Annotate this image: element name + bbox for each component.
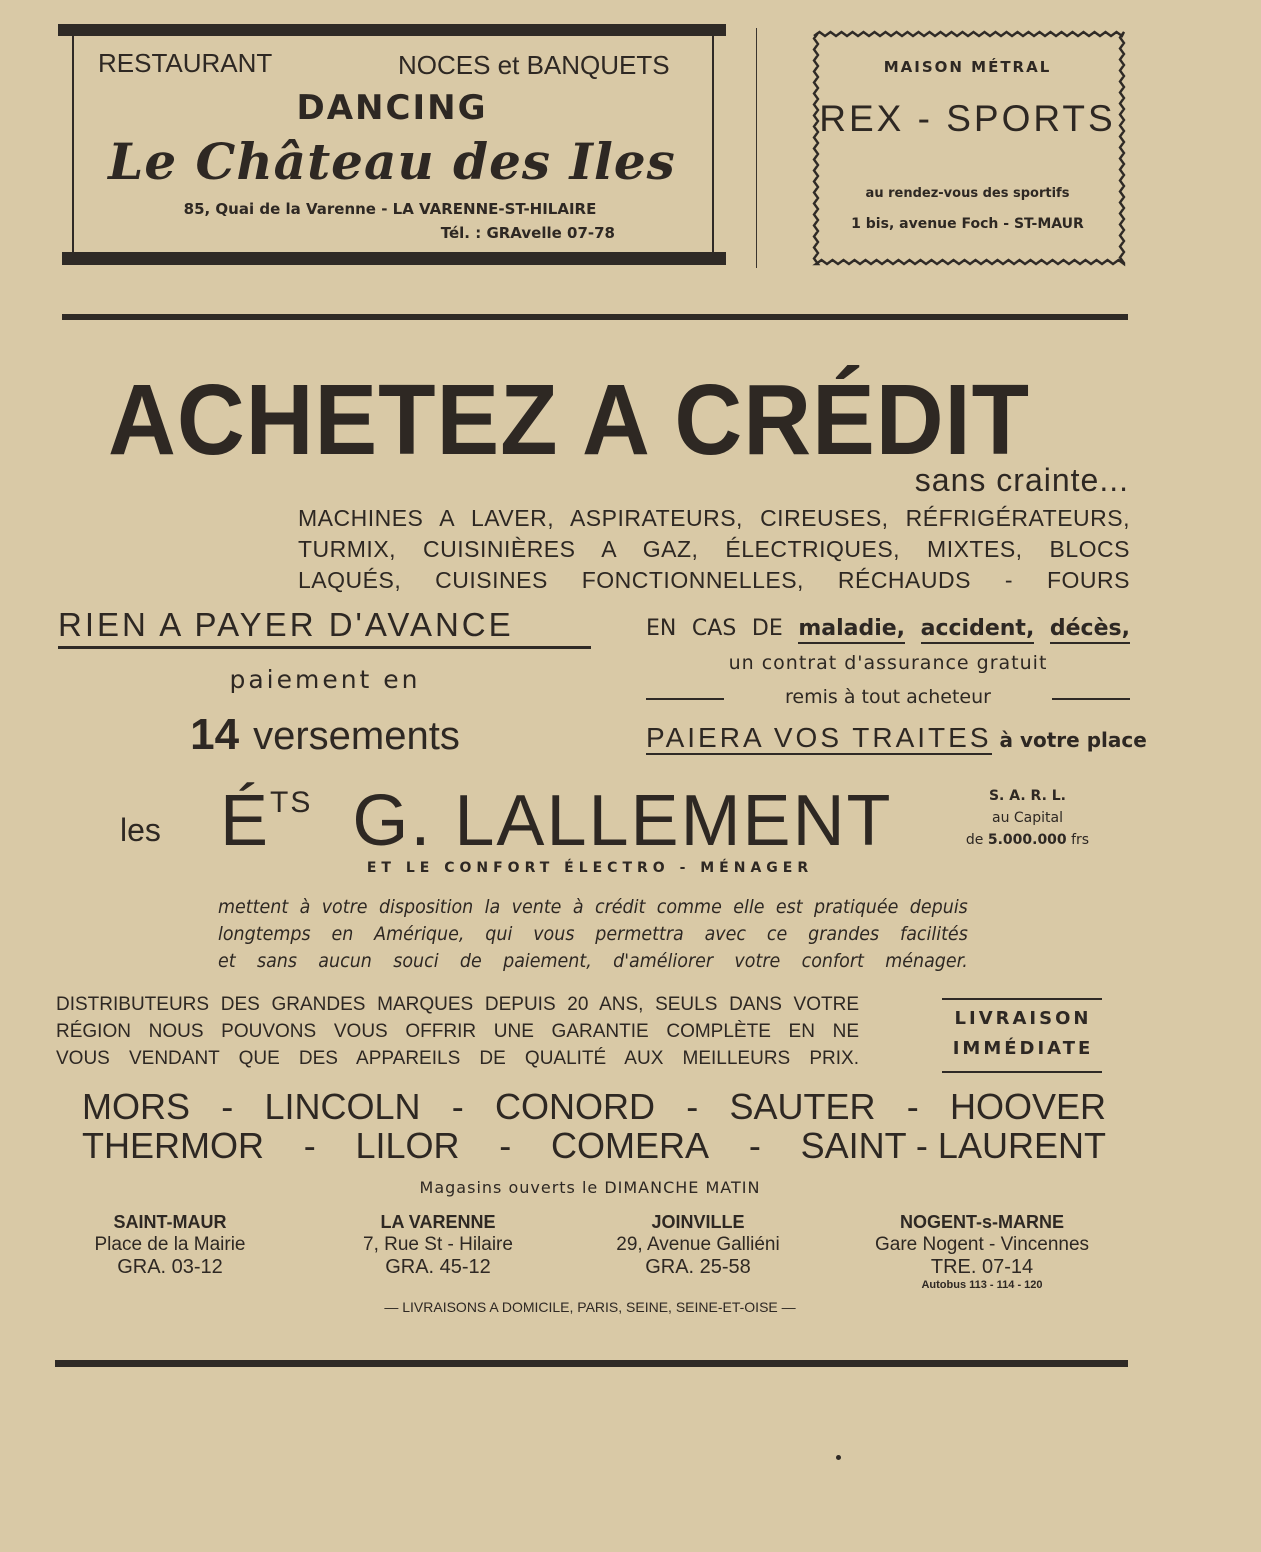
capital-prefix: de bbox=[965, 832, 984, 848]
ad-restaurant-phone: Tél. : GRAvelle 07-78 bbox=[440, 224, 615, 242]
sarl-label: S. A. R. L. bbox=[988, 788, 1067, 804]
risk-illness: maladie, bbox=[798, 616, 905, 644]
brand-separator: - bbox=[906, 1086, 919, 1127]
insurance-contract: un contrat d'assurance gratuit bbox=[728, 652, 1048, 674]
store-address: Place de la Mairie bbox=[94, 1234, 246, 1255]
capital-amount: 5.000.000 bbox=[987, 832, 1067, 848]
company-label: G. LALLEMENT bbox=[352, 781, 893, 861]
home-delivery-note: — LIVRAISONS A DOMICILE, PARIS, SEINE, SEINE-ET-OISE — bbox=[384, 1299, 796, 1315]
les-label: les bbox=[120, 812, 161, 848]
ad-sports-maison: MAISON MÉTRAL bbox=[883, 58, 1052, 76]
store-phone: GRA. 03-12 bbox=[117, 1256, 223, 1278]
pays-your-bills bbox=[646, 722, 1147, 754]
bottom-rule bbox=[55, 1360, 1128, 1367]
store-la-varenne bbox=[318, 1212, 558, 1279]
installments-label: versements bbox=[253, 714, 460, 758]
ets-superscript: TS bbox=[270, 786, 313, 819]
en-cas-de: EN CAS DE bbox=[646, 616, 783, 641]
pays-bills-label: PAIERA VOS TRAITES bbox=[646, 722, 992, 753]
store-name: NOGENT-s-MARNE bbox=[899, 1212, 1064, 1232]
body-line: mettent à votre disposition la vente à crédit comme elle est pratiquée depuis bbox=[218, 896, 968, 918]
brand-name: CONORD bbox=[494, 1086, 655, 1127]
store-joinville bbox=[578, 1212, 818, 1279]
ad-sports-address: 1 bis, avenue Foch - ST-MAUR bbox=[851, 216, 1084, 232]
sunday-opening: Magasins ouverts le DIMANCHE MATIN bbox=[419, 1178, 761, 1197]
brands-row-1 bbox=[82, 1086, 1106, 1128]
capital-unit: frs bbox=[1071, 832, 1090, 848]
ad-restaurant-bottom-bar bbox=[62, 252, 726, 265]
brand-name: THERMOR bbox=[82, 1125, 264, 1166]
ad-restaurant-label: RESTAURANT bbox=[98, 48, 273, 78]
confort-tagline: ET LE CONFORT ÉLECTRO - MÉNAGER bbox=[366, 860, 814, 876]
distributors-line: RÉGION NOUS POUVONS VOUS OFFRIR UNE GARANTIE COMPLÈTE EN NE bbox=[56, 1021, 859, 1042]
store-address: 29, Avenue Galliéni bbox=[616, 1234, 780, 1255]
delivery-rule-bottom bbox=[942, 1071, 1102, 1073]
store-address: 7, Rue St - Hilaire bbox=[363, 1234, 513, 1255]
insurance-given: remis à tout acheteur bbox=[785, 686, 991, 708]
store-name: SAINT-MAUR bbox=[113, 1212, 227, 1232]
store-phone: GRA. 25-58 bbox=[645, 1256, 751, 1278]
ad-restaurant-address: 85, Quai de la Varenne - LA VARENNE-ST-HILAIRE bbox=[183, 200, 597, 218]
capital-label: au Capital bbox=[992, 810, 1063, 826]
brand-name: COMERA bbox=[551, 1125, 710, 1166]
ad-restaurant-banquets: NOCES et BANQUETS bbox=[398, 50, 670, 80]
store-nogent bbox=[862, 1212, 1102, 1291]
brand-separator: - bbox=[748, 1125, 761, 1166]
store-saint-maur bbox=[50, 1212, 290, 1279]
brand-name: SAINT - LAURENT bbox=[800, 1125, 1106, 1166]
brand-separator: - bbox=[303, 1125, 316, 1166]
store-phone: TRE. 07-14 bbox=[930, 1256, 1034, 1278]
column-separator bbox=[756, 28, 757, 268]
products-line: LAQUÉS, CUISINES FONCTIONNELLES, RÉCHAUDS - FOURS bbox=[298, 567, 1130, 593]
capital-value bbox=[945, 832, 1110, 848]
store-phone: GRA. 45-12 bbox=[385, 1256, 491, 1278]
ink-speck bbox=[836, 1455, 841, 1460]
no-deposit-banner: RIEN A PAYER D'AVANCE bbox=[58, 606, 591, 649]
installments bbox=[60, 710, 590, 760]
risk-accident: accident, bbox=[921, 616, 1035, 644]
ad-restaurant-name: Le Château des Iles bbox=[108, 132, 676, 191]
ad-sports-name: REX - SPORTS bbox=[819, 98, 1116, 139]
brand-name: SAUTER bbox=[729, 1086, 876, 1127]
delivery-immediate: IMMÉDIATE bbox=[952, 1038, 1094, 1059]
distributors-line: DISTRIBUTEURS DES GRANDES MARQUES DEPUIS 20 ANS, SEULS DANS VOTRE bbox=[56, 994, 859, 1015]
brand-name: LINCOLN bbox=[264, 1086, 421, 1127]
products-line: MACHINES A LAVER, ASPIRATEURS, CIREUSES, RÉFRIGÉRATEURS, bbox=[298, 505, 1130, 531]
store-name: LA VARENNE bbox=[380, 1212, 496, 1232]
store-name: JOINVILLE bbox=[651, 1212, 745, 1232]
brand-separator: - bbox=[686, 1086, 699, 1127]
ad-restaurant-top-bar bbox=[58, 24, 726, 36]
store-bus-lines: Autobus 113 - 114 - 120 bbox=[921, 1279, 1043, 1291]
ad-restaurant-dancing: DANCING bbox=[296, 88, 488, 128]
dash-rule-right bbox=[1052, 698, 1130, 700]
installments-count: 14 bbox=[190, 710, 240, 759]
store-address: Gare Nogent - Vincennes bbox=[874, 1234, 1090, 1255]
brand-name: MORS bbox=[82, 1086, 190, 1127]
brands-row-2 bbox=[82, 1125, 1106, 1167]
delivery-rule-top bbox=[942, 998, 1102, 1000]
payment-label: paiement en bbox=[229, 665, 421, 694]
products-line: TURMIX, CUISINIÈRES A GAZ, ÉLECTRIQUES, MIXTES, BLOCS bbox=[298, 536, 1130, 562]
headline: ACHETEZ A CRÉDIT bbox=[108, 364, 1030, 476]
brand-separator: - bbox=[221, 1086, 234, 1127]
subheadline: sans crainte... bbox=[914, 462, 1129, 498]
delivery-label: LIVRAISON bbox=[954, 1008, 1092, 1029]
brand-name: HOOVER bbox=[949, 1086, 1106, 1127]
section-rule bbox=[62, 314, 1128, 320]
brand-separator: - bbox=[499, 1125, 512, 1166]
ad-sports-tagline: au rendez-vous des sportifs bbox=[865, 186, 1070, 201]
body-line: longtemps en Amérique, qui vous permettra avec ce grandes facilités bbox=[218, 923, 968, 945]
insurance-cases bbox=[646, 616, 1130, 641]
brand-name: LILOR bbox=[355, 1125, 460, 1166]
ets-letter: É bbox=[220, 781, 271, 861]
company-name bbox=[220, 780, 893, 862]
body-line: et sans aucun souci de paiement, d'améliorer votre confort ménager. bbox=[218, 950, 968, 972]
distributors-line: VOUS VENDANT QUE DES APPAREILS DE QUALITÉ AUX MEILLEURS PRIX. bbox=[56, 1048, 859, 1069]
brand-separator: - bbox=[451, 1086, 464, 1127]
in-your-place: à votre place bbox=[999, 728, 1147, 752]
risk-death: décès, bbox=[1050, 616, 1130, 644]
